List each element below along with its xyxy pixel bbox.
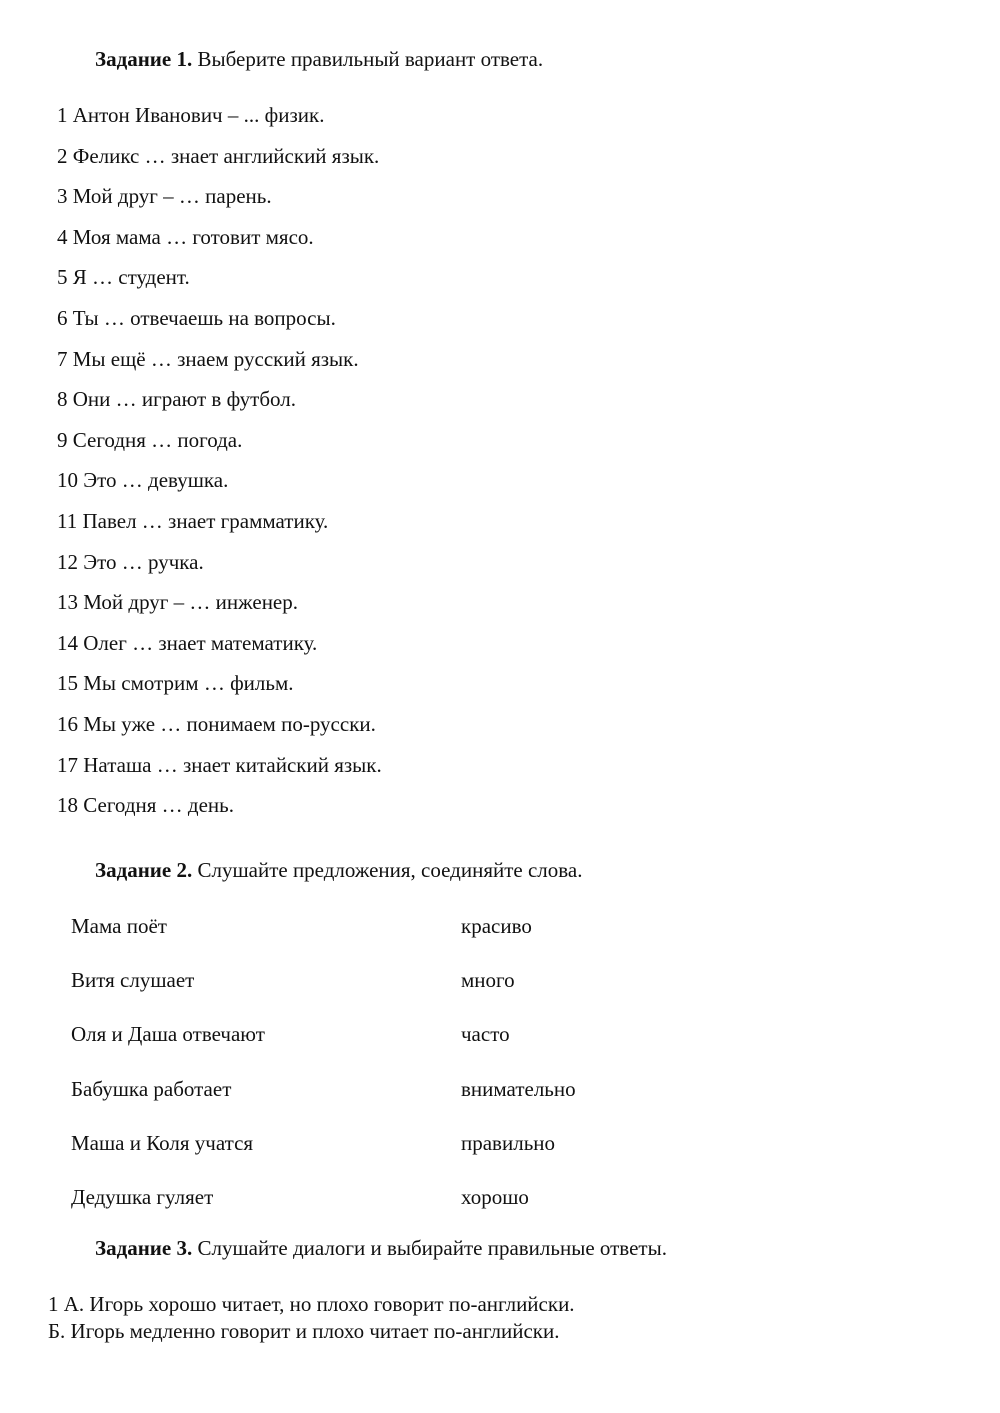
task3-label: Задание 3. — [95, 1236, 193, 1260]
task1-item: 4 Моя мама … готовит мясо. — [57, 224, 314, 249]
match-right: красиво — [461, 914, 532, 938]
task1-item: 8 Они … играют в футбол. — [57, 387, 296, 412]
match-left: Витя слушает — [71, 968, 195, 993]
match-left: Дедушка гуляет — [71, 1184, 214, 1209]
task1-item: 15 Мы смотрим … фильм. — [57, 671, 294, 696]
task2-instruction: Слушайте предложения, соединяйте слова. — [197, 858, 583, 882]
match-row — [71, 912, 671, 966]
match-right: правильно — [461, 1130, 556, 1155]
task1-item: 17 Наташа … знает китайский язык. — [57, 752, 382, 777]
match-left: Маша и Коля учатся — [71, 1130, 254, 1155]
task1-list — [57, 101, 382, 832]
task3-instruction: Слушайте диалоги и выбирайте правильные ответы. — [197, 1236, 667, 1260]
task2-matching-table — [71, 912, 671, 1237]
task1-item: 7 Мы ещё … знаем русский язык. — [57, 346, 359, 371]
match-right: хорошо — [461, 1184, 529, 1209]
task1-item: 14 Олег … знает математику. — [57, 630, 318, 655]
task1-item: 16 Мы уже … понимаем по-русски. — [57, 711, 376, 736]
task1-instruction: Выберите правильный вариант ответа. — [197, 47, 544, 71]
match-left: Бабушка работает — [71, 1076, 232, 1101]
match-row — [71, 1020, 671, 1074]
task1-heading — [95, 47, 543, 72]
task3-heading — [95, 1236, 667, 1261]
task1-item: 1 Антон Иванович – ... физик. — [57, 103, 325, 127]
match-left: Мама поёт — [71, 914, 167, 938]
match-left: Оля и Даша отвечают — [71, 1022, 265, 1047]
task1-item: 10 Это … девушка. — [57, 468, 229, 493]
match-right: внимательно — [461, 1076, 576, 1101]
task1-item: 5 Я … студент. — [57, 265, 190, 290]
task1-label: Задание 1. — [95, 47, 193, 71]
answer-option: 1 А. Игорь хорошо читает, но плохо говорит по-английски. — [48, 1292, 575, 1316]
match-row — [71, 966, 671, 1020]
match-right: много — [461, 968, 515, 993]
match-row — [71, 1129, 671, 1183]
task1-item: 2 Феликс … знает английский язык. — [57, 143, 380, 168]
task1-item: 13 Мой друг – … инженер. — [57, 590, 298, 615]
match-row — [71, 1075, 671, 1129]
task1-item: 3 Мой друг – … парень. — [57, 184, 272, 209]
match-row — [71, 1183, 671, 1237]
task1-item: 6 Ты … отвечаешь на вопросы. — [57, 305, 336, 330]
task1-item: 12 Это … ручка. — [57, 549, 204, 574]
task1-item: 9 Сегодня … погода. — [57, 427, 243, 452]
task2-heading — [95, 858, 583, 883]
task1-item: 18 Сегодня … день. — [57, 793, 234, 818]
task3-answer-options — [48, 1291, 575, 1345]
match-right: часто — [461, 1022, 510, 1047]
answer-option: Б. Игорь медленно говорит и плохо читает по-английски. — [48, 1319, 560, 1343]
task2-label: Задание 2. — [95, 858, 193, 882]
task1-item: 11 Павел … знает грамматику. — [57, 508, 329, 533]
